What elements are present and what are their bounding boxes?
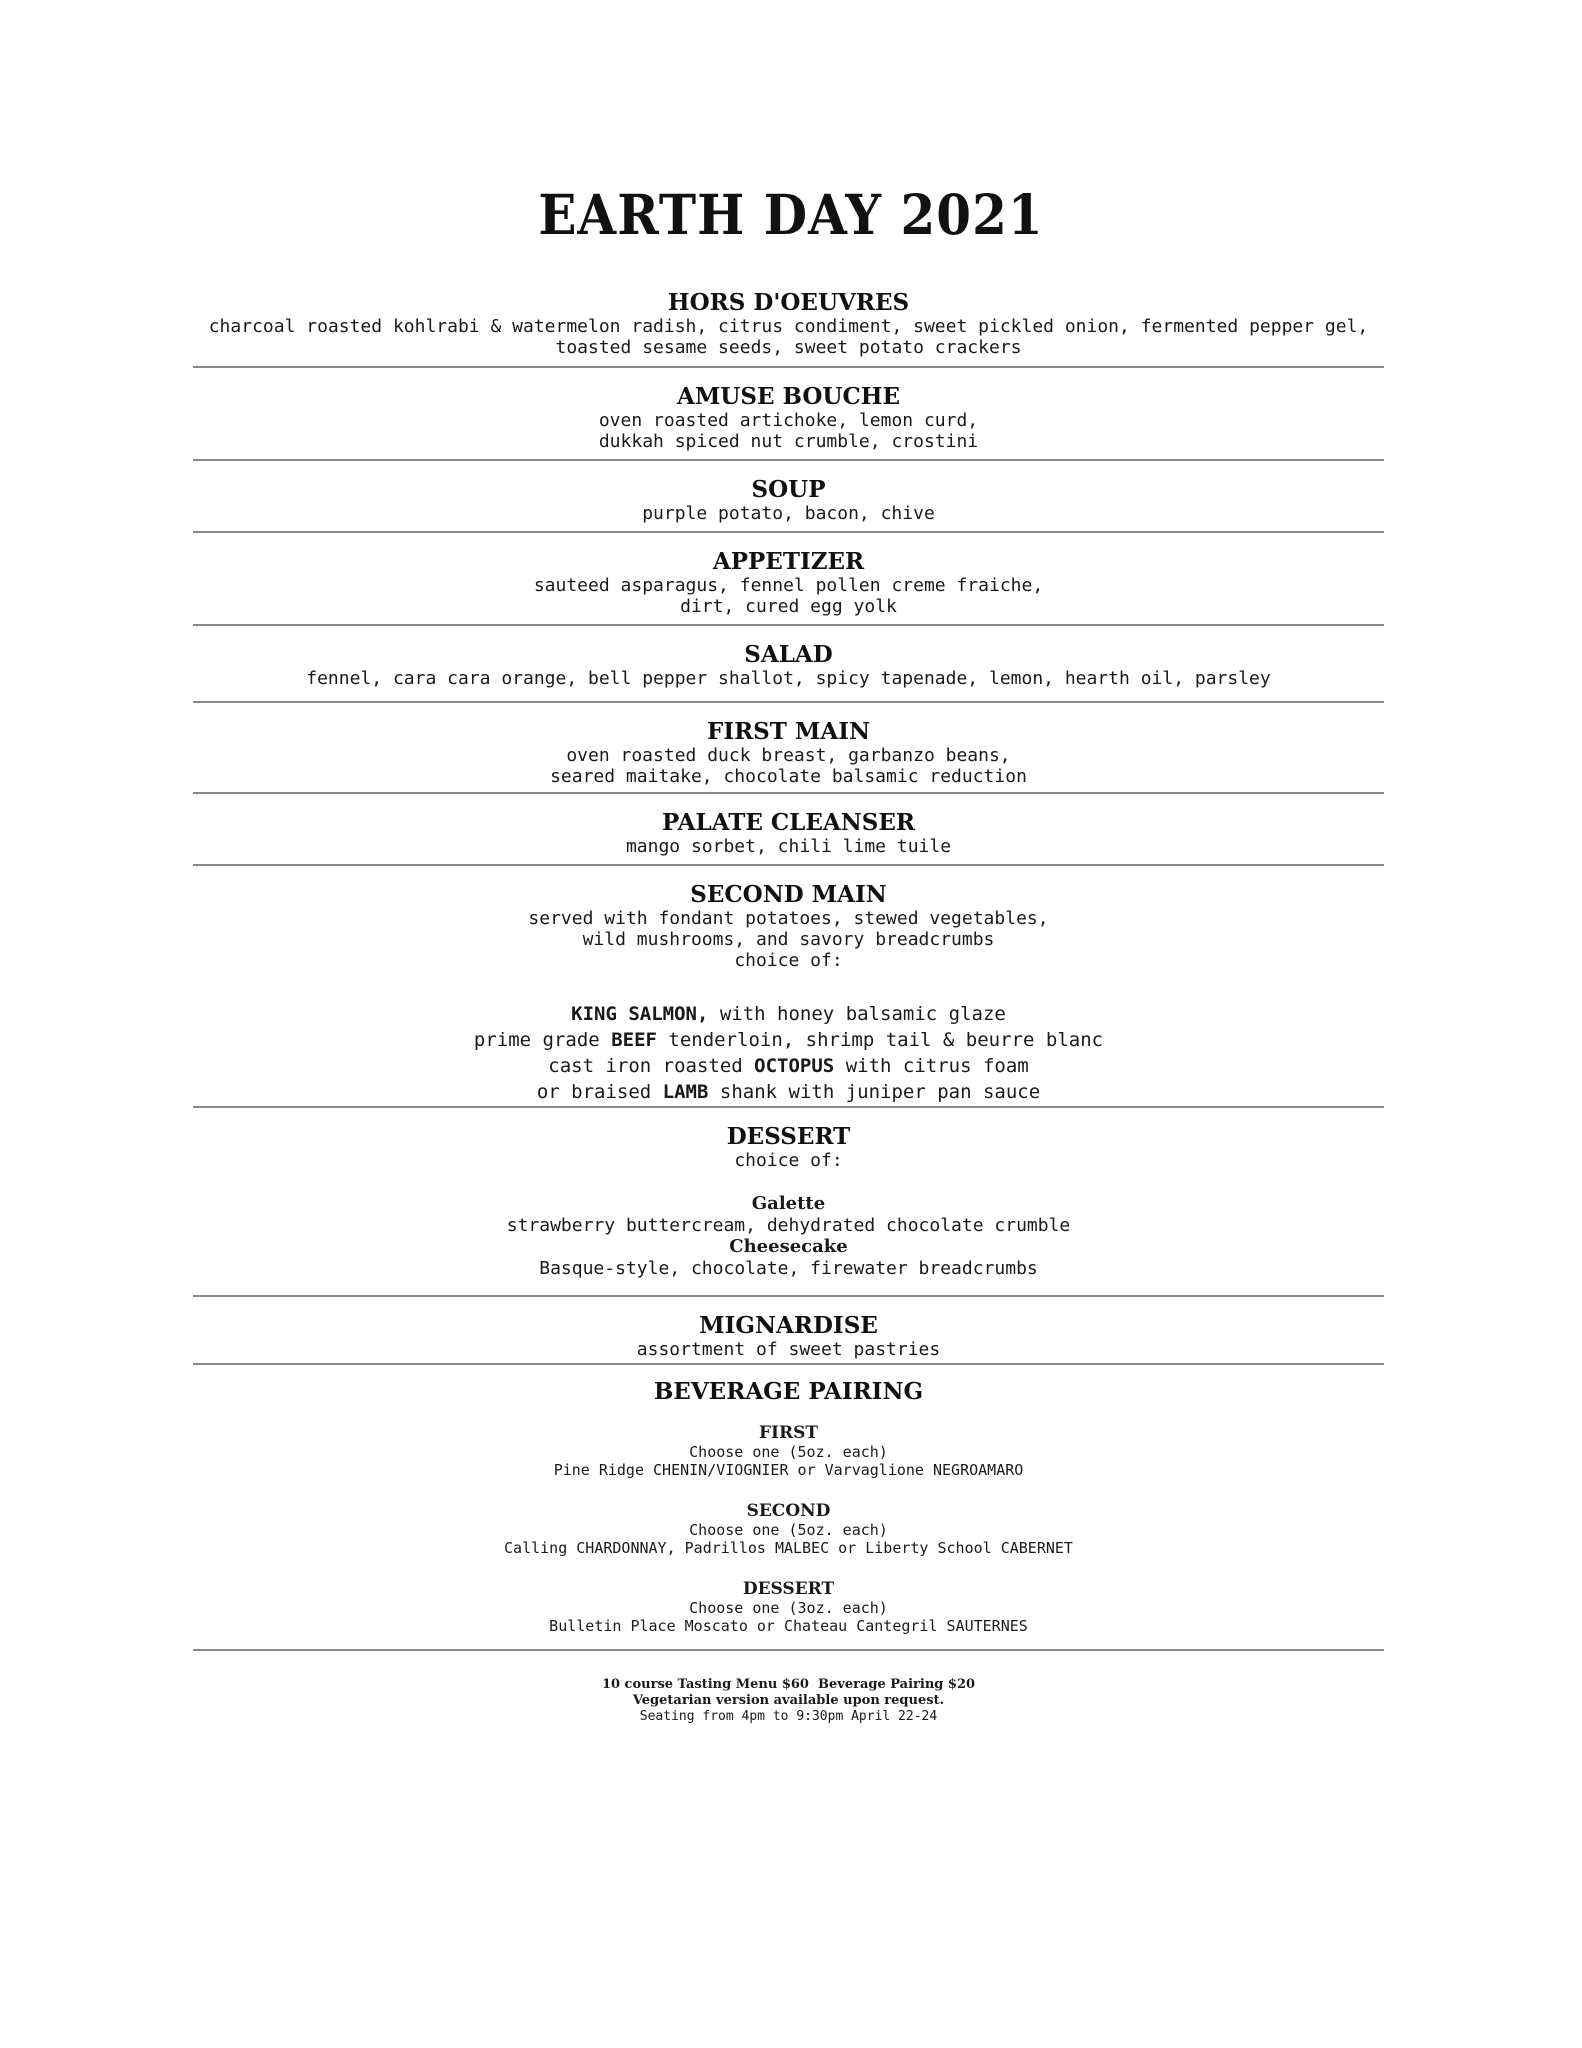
beverage-wines: Bulletin Place Moscato or Chateau Cantegril SAUTERNES	[549, 1617, 1028, 1635]
beverage-course-name: DESSERT	[742, 1579, 835, 1599]
section-line: mango sorbet, chili lime tuile	[625, 836, 952, 857]
section-line: oven roasted artichoke, lemon curd,	[598, 410, 979, 431]
section-first-main	[193, 703, 1384, 792]
section-title: SECOND MAIN	[690, 881, 887, 908]
section-title: SALAD	[744, 641, 833, 668]
entree-choice: prime grade BEEF tenderloin, shrimp tail & beurre blanc	[473, 1029, 1104, 1051]
section-soup	[193, 461, 1384, 531]
section-line: seared maitake, chocolate balsamic reduction	[550, 766, 1027, 787]
beverage-size: Choose one (5oz. each)	[689, 1443, 888, 1461]
section-title: PALATE CLEANSER	[661, 809, 915, 836]
section-line: purple potato, bacon, chive	[642, 503, 935, 524]
beverage-course	[193, 1423, 1384, 1479]
section-line: choice of:	[734, 950, 843, 971]
beverage-wines: Pine Ridge CHENIN/VIOGNIER or Varvaglione NEGROAMARO	[553, 1461, 1024, 1479]
section-title: APPETIZER	[712, 548, 865, 575]
section-title: BEVERAGE PAIRING	[653, 1378, 924, 1405]
section-line: sauteed asparagus, fennel pollen creme fraiche,	[533, 575, 1044, 596]
section-amuse-bouche	[193, 368, 1384, 459]
section-title: SOUP	[751, 476, 826, 503]
menu-footer	[193, 1651, 1384, 1725]
pricing-line: 10 course Tasting Menu $60 Beverage Pairing $20	[601, 1677, 976, 1692]
section-line: toasted sesame seeds, sweet potato crackers	[555, 337, 1022, 358]
section-appetizer	[193, 533, 1384, 624]
section-second-main	[193, 866, 1384, 1106]
beverage-size: Choose one (5oz. each)	[689, 1521, 888, 1539]
beverage-wines: Calling CHARDONNAY, Padrillos MALBEC or Liberty School CABERNET	[504, 1539, 1073, 1557]
entree-choice: KING SALMON, with honey balsamic glaze	[571, 1003, 1006, 1025]
section-line: oven roasted duck breast, garbanzo beans,	[566, 745, 1011, 766]
section-line: dukkah spiced nut crumble, crostini	[598, 431, 979, 452]
beverage-course-name: SECOND	[746, 1501, 831, 1521]
section-line: fennel, cara cara orange, bell pepper shallot, spicy tapenade, lemon, hearth oil, parsley	[306, 668, 1271, 689]
section-line: served with fondant potatoes, stewed vegetables,	[528, 908, 1049, 929]
section-palate-cleanser	[193, 794, 1384, 864]
menu-title: EARTH DAY 2021	[538, 182, 1044, 247]
beverage-course-name: FIRST	[758, 1423, 819, 1443]
section-title: DESSERT	[726, 1123, 851, 1150]
vegetarian-note: Vegetarian version available upon request.	[632, 1693, 945, 1708]
section-line: assortment of sweet pastries	[636, 1339, 941, 1360]
section-hors-doeuvres	[193, 290, 1384, 366]
section-beverage-pairing	[193, 1365, 1384, 1649]
section-mignardise	[193, 1297, 1384, 1363]
section-title: FIRST MAIN	[706, 718, 871, 745]
section-dessert	[193, 1108, 1384, 1295]
section-line: wild mushrooms, and savory breadcrumbs	[582, 929, 995, 950]
section-line: dirt, cured egg yolk	[680, 596, 897, 617]
dessert-description: strawberry buttercream, dehydrated chocolate crumble	[506, 1215, 1071, 1236]
seating-note: Seating from 4pm to 9:30pm April 22-24	[639, 1709, 938, 1724]
beverage-size: Choose one (3oz. each)	[689, 1599, 888, 1617]
section-line: choice of:	[734, 1150, 843, 1171]
section-salad	[193, 626, 1384, 701]
section-title: HORS D'OEUVRES	[667, 289, 910, 316]
dessert-name: Galette	[751, 1193, 826, 1214]
entree-choice: or braised LAMB shank with juniper pan sauce	[536, 1081, 1041, 1103]
beverage-course	[193, 1579, 1384, 1635]
section-line: charcoal roasted kohlrabi & watermelon radish, citrus condiment, sweet pickled onion, fermented pepper gel,	[208, 316, 1369, 337]
section-title: AMUSE BOUCHE	[676, 383, 901, 410]
dessert-name: Cheesecake	[729, 1236, 848, 1257]
dessert-description: Basque-style, chocolate, firewater breadcrumbs	[539, 1258, 1038, 1279]
section-title: MIGNARDISE	[699, 1312, 878, 1339]
beverage-course	[193, 1501, 1384, 1557]
menu-body	[193, 290, 1384, 1725]
entree-choice: cast iron roasted OCTOPUS with citrus foam	[548, 1055, 1029, 1077]
